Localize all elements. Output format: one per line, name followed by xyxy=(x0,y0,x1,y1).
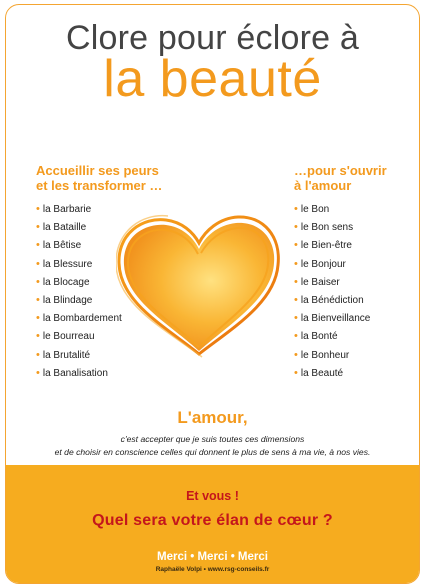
title-line-1: Clore pour éclore à xyxy=(66,19,359,57)
bullet-dot: • xyxy=(36,275,40,288)
bottom-band xyxy=(6,465,419,583)
bullet-dot: • xyxy=(294,239,298,252)
list-item: • le Bon sens xyxy=(294,221,354,234)
bullet-dot: • xyxy=(294,203,298,215)
right-heading-line-2: à l'amour xyxy=(294,178,352,193)
list-item: • le Bien-être xyxy=(294,239,352,252)
credit-line: Raphaële Volpi • www.rsg-conseils.fr xyxy=(155,566,270,573)
question-main: Quel sera votre élan de cœur ? xyxy=(92,512,333,529)
bullet-dot: • xyxy=(294,275,298,288)
title-line-2: la beauté xyxy=(103,50,322,108)
list-item: • la Barbarie xyxy=(36,203,92,215)
bullet-dot: • xyxy=(36,221,40,234)
list-item: • la Brutalité xyxy=(36,348,91,361)
list-item: • la Bataille xyxy=(36,221,87,234)
bullet-dot: • xyxy=(294,312,298,325)
bullet-dot: • xyxy=(36,239,40,252)
list-item: • la Beauté xyxy=(294,366,344,379)
question-intro: Et vous ! xyxy=(186,489,239,503)
list-item: • la Blindage xyxy=(36,293,93,306)
list-item: • la Blessure xyxy=(36,257,93,270)
list-item: • la Bombardement xyxy=(36,312,122,325)
thanks-line: Merci • Merci • Merci xyxy=(157,551,268,563)
list-item: • le Bonjour xyxy=(294,257,346,270)
bullet-dot: • xyxy=(36,366,40,379)
left-heading-line-1: Accueillir ses peurs xyxy=(36,163,159,178)
bullet-dot: • xyxy=(36,293,40,306)
list-item: • le Baiser xyxy=(294,275,340,288)
amour-heading: L'amour, xyxy=(177,408,248,427)
list-item: • la Banalisation xyxy=(36,366,108,379)
left-word-list xyxy=(36,200,122,382)
bullet-dot: • xyxy=(294,257,298,270)
list-item: • la Bêtise xyxy=(36,239,82,252)
bullet-dot: • xyxy=(294,293,298,306)
right-heading-line-1: …pour s'ouvrir xyxy=(294,163,387,178)
left-heading-line-2: et les transformer … xyxy=(36,178,163,193)
list-item: • la Bienveillance xyxy=(294,312,371,325)
bullet-dot: • xyxy=(36,257,40,270)
amour-line-2: et de choisir en conscience celles qui donnent le plus de sens à ma vie, à nos vies. xyxy=(54,447,371,457)
amour-line-1: c'est accepter que je suis toutes ces dimensions xyxy=(120,434,305,444)
list-item: • la Bonté xyxy=(294,330,338,343)
bullet-dot: • xyxy=(36,330,40,343)
list-item: • la Blocage xyxy=(36,275,90,288)
bullet-dot: • xyxy=(36,312,40,325)
bullet-dot: • xyxy=(294,221,298,234)
left-column-heading xyxy=(36,163,162,193)
list-item: • le Bon xyxy=(294,203,330,215)
right-column-heading xyxy=(294,163,387,193)
right-word-list xyxy=(294,200,370,382)
bullet-dot: • xyxy=(36,203,40,215)
heart-icon xyxy=(116,213,282,359)
list-item: • la Bénédiction xyxy=(294,293,364,306)
bullet-dot: • xyxy=(36,348,40,361)
amour-text xyxy=(6,433,419,459)
list-item: • le Bonheur xyxy=(294,348,350,361)
bullet-dot: • xyxy=(294,348,298,361)
list-item: • le Bourreau xyxy=(36,330,95,343)
bullet-dot: • xyxy=(294,330,298,343)
bullet-dot: • xyxy=(294,366,298,379)
poster-card xyxy=(5,4,420,584)
